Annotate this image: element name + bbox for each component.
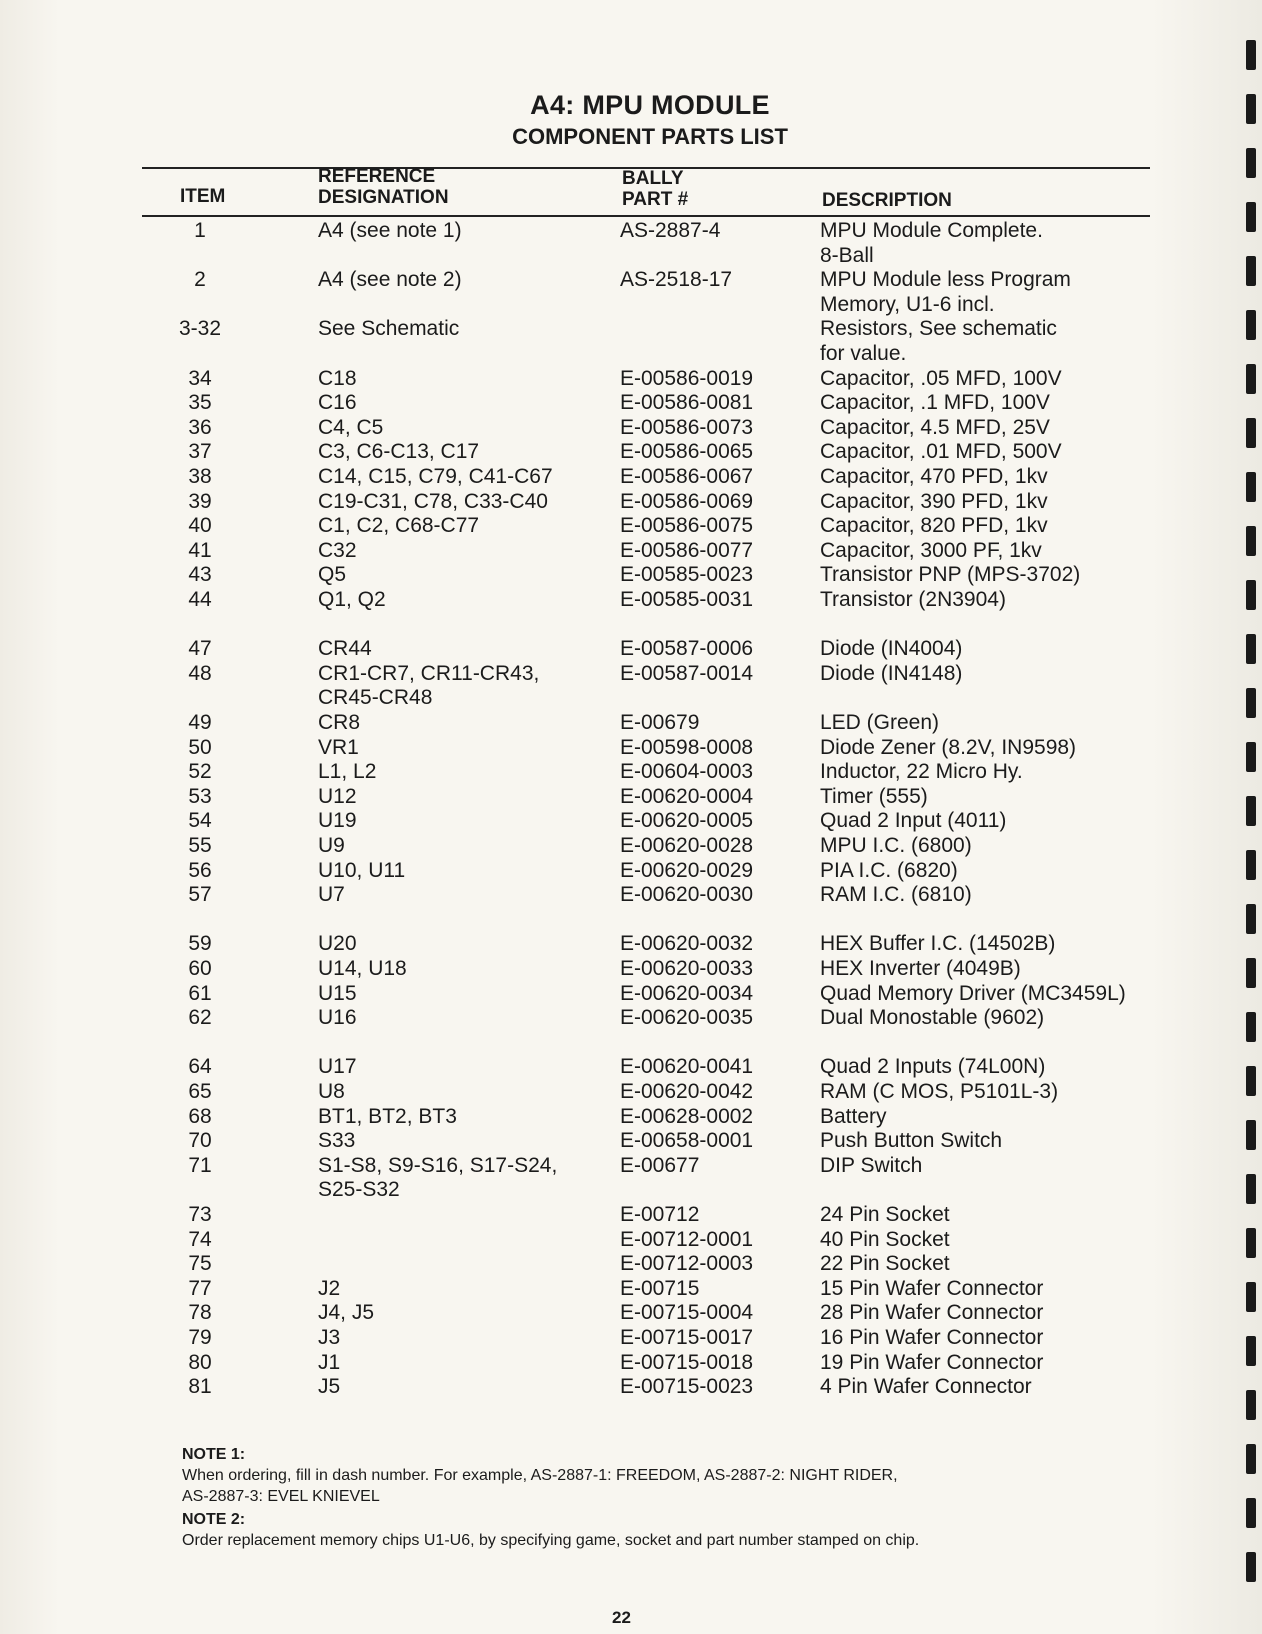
notes-block bbox=[182, 1444, 1082, 1551]
item-cell: 59 bbox=[188, 932, 212, 956]
table-row bbox=[0, 957, 1262, 981]
reference-cell: J5 bbox=[318, 1375, 341, 1399]
reference-cell: U8 bbox=[318, 1080, 345, 1103]
item-cell: 78 bbox=[188, 1301, 212, 1325]
part-number-cell: E-00586-0067 bbox=[620, 465, 754, 488]
reference-cell: U15 bbox=[318, 981, 357, 1005]
reference-cell: U19 bbox=[318, 809, 357, 833]
part-number-cell: E-00620-0028 bbox=[620, 834, 754, 857]
col-header-description-label: DESCRIPTION bbox=[822, 190, 952, 211]
item-cell: 40 bbox=[188, 514, 212, 538]
reference-cell: U14, U18 bbox=[318, 957, 407, 980]
description-cell: 40 Pin Socket bbox=[820, 1227, 950, 1251]
col-header-part bbox=[622, 168, 688, 210]
part-number-cell: E-00586-0069 bbox=[620, 489, 754, 513]
description-cell: 19 Pin Wafer Connector bbox=[820, 1350, 1044, 1374]
item-cell: 43 bbox=[188, 563, 212, 587]
table-row bbox=[0, 736, 1262, 760]
table-row bbox=[0, 859, 1262, 883]
description-cell: Transistor PNP (MPS-3702) bbox=[820, 563, 1081, 587]
note1-heading: NOTE 1: bbox=[182, 1446, 246, 1463]
note2-heading: NOTE 2: bbox=[182, 1511, 246, 1528]
part-number-cell: E-00585-0031 bbox=[620, 588, 754, 611]
reference-cell: U17 bbox=[318, 1055, 357, 1079]
item-cell: 39 bbox=[188, 489, 212, 513]
binding-ring bbox=[1246, 40, 1256, 70]
description-cell: for value. bbox=[820, 342, 907, 365]
item-cell: 74 bbox=[188, 1227, 212, 1251]
reference-cell: C4, C5 bbox=[318, 415, 384, 439]
col-header-reference-line1: REFERENCE bbox=[318, 166, 436, 187]
col-header-reference-line2: DESIGNATION bbox=[318, 187, 449, 208]
table-row bbox=[0, 1351, 1262, 1375]
description-cell: Capacitor, .1 MFD, 100V bbox=[820, 391, 1050, 415]
reference-cell: S25-S32 bbox=[318, 1178, 400, 1202]
description-cell: HEX Inverter (4049B) bbox=[820, 957, 1021, 980]
description-cell: 24 Pin Socket bbox=[820, 1203, 950, 1226]
table-row bbox=[0, 219, 1262, 243]
description-cell: Diode (IN4148) bbox=[820, 661, 963, 685]
part-number-cell: AS-2518-17 bbox=[620, 268, 733, 292]
part-number-cell: E-00715-0004 bbox=[620, 1301, 754, 1325]
reference-cell: J2 bbox=[318, 1276, 341, 1300]
description-cell: 28 Pin Wafer Connector bbox=[820, 1301, 1044, 1325]
description-cell: Push Button Switch bbox=[820, 1129, 1003, 1153]
description-cell: Quad 2 Inputs (74L00N) bbox=[820, 1055, 1046, 1079]
reference-cell: U12 bbox=[318, 784, 357, 808]
item-cell: 47 bbox=[188, 637, 212, 661]
reference-cell: CR45-CR48 bbox=[318, 686, 433, 710]
part-number-cell: E-00677 bbox=[620, 1153, 700, 1177]
header-bottom-rule bbox=[142, 215, 1150, 217]
note1-line2: AS-2887-3: EVEL KNIEVEL bbox=[182, 1488, 380, 1505]
part-number-cell: E-00587-0014 bbox=[620, 661, 754, 685]
table-row bbox=[0, 563, 1262, 587]
description-cell: HEX Buffer I.C. (14502B) bbox=[820, 932, 1056, 956]
reference-cell: U16 bbox=[318, 1006, 357, 1030]
table-row bbox=[0, 711, 1262, 735]
description-cell: 22 Pin Socket bbox=[820, 1252, 950, 1276]
table-row bbox=[0, 1006, 1262, 1030]
description-cell: RAM (C MOS, P5101L-3) bbox=[820, 1080, 1059, 1103]
part-number-cell: E-00598-0008 bbox=[620, 735, 754, 759]
table-row bbox=[0, 785, 1262, 809]
binding-ring bbox=[1246, 1444, 1256, 1474]
table-row bbox=[0, 416, 1262, 440]
description-cell: Diode (IN4004) bbox=[820, 637, 963, 661]
description-cell: Inductor, 22 Micro Hy. bbox=[820, 760, 1023, 784]
part-number-cell: E-00620-0004 bbox=[620, 784, 754, 808]
reference-cell: See Schematic bbox=[318, 317, 460, 341]
table-row bbox=[0, 1105, 1262, 1129]
table-row bbox=[0, 613, 1262, 637]
page-number: 22 bbox=[612, 1608, 631, 1627]
part-number-cell: E-00586-0073 bbox=[620, 415, 754, 439]
part-number-cell: E-00679 bbox=[620, 711, 700, 734]
description-cell: Resistors, See schematic bbox=[820, 317, 1057, 341]
table-row bbox=[0, 514, 1262, 538]
part-number-cell: E-00620-0033 bbox=[620, 957, 754, 980]
table-row bbox=[0, 883, 1262, 907]
table-row bbox=[0, 1252, 1262, 1276]
part-number-cell: E-00620-0034 bbox=[620, 981, 754, 1005]
table-row bbox=[0, 1301, 1262, 1325]
table-row bbox=[0, 588, 1262, 612]
part-number-cell: E-00620-0005 bbox=[620, 809, 754, 833]
table-row bbox=[0, 662, 1262, 686]
part-number-cell: E-00620-0042 bbox=[620, 1080, 754, 1103]
reference-cell: J4, J5 bbox=[318, 1301, 375, 1325]
item-cell: 80 bbox=[188, 1350, 212, 1374]
reference-cell: C18 bbox=[318, 366, 357, 390]
item-cell: 37 bbox=[188, 440, 212, 464]
item-cell: 48 bbox=[188, 661, 212, 685]
item-cell: 35 bbox=[188, 391, 212, 415]
description-cell: Timer (555) bbox=[820, 784, 928, 808]
part-number-cell: E-00586-0065 bbox=[620, 440, 754, 464]
reference-cell: J3 bbox=[318, 1326, 341, 1349]
table-row bbox=[0, 1326, 1262, 1350]
item-cell: 52 bbox=[188, 760, 212, 784]
part-number-cell: E-00604-0003 bbox=[620, 760, 754, 784]
item-cell: 62 bbox=[188, 1006, 212, 1030]
binding-ring bbox=[1246, 1552, 1256, 1582]
table-row bbox=[0, 465, 1262, 489]
description-cell: Capacitor, .05 MFD, 100V bbox=[820, 366, 1062, 390]
reference-cell: A4 (see note 1) bbox=[318, 219, 462, 242]
table-row bbox=[0, 982, 1262, 1006]
table-row bbox=[0, 1277, 1262, 1301]
item-cell: 81 bbox=[188, 1375, 212, 1399]
reference-cell: U20 bbox=[318, 932, 357, 956]
part-number-cell: E-00712-0001 bbox=[620, 1227, 754, 1251]
item-cell: 57 bbox=[188, 883, 212, 907]
table-row bbox=[0, 1080, 1262, 1104]
reference-cell: S33 bbox=[318, 1129, 356, 1153]
description-cell: MPU Module less Program bbox=[820, 268, 1071, 292]
part-number-cell: E-00585-0023 bbox=[620, 563, 754, 587]
reference-cell: CR44 bbox=[318, 637, 372, 661]
col-header-item bbox=[180, 186, 225, 207]
item-cell: 71 bbox=[188, 1153, 212, 1177]
part-number-cell: E-00715-0018 bbox=[620, 1350, 754, 1374]
item-cell: 64 bbox=[188, 1055, 212, 1079]
reference-cell: A4 (see note 2) bbox=[318, 268, 462, 292]
reference-cell: C16 bbox=[318, 391, 357, 415]
part-number-cell: E-00715-0023 bbox=[620, 1375, 754, 1399]
description-cell: Dual Monostable (9602) bbox=[820, 1006, 1045, 1030]
table-row bbox=[0, 1129, 1262, 1153]
part-number-cell: E-00712-0003 bbox=[620, 1252, 754, 1276]
part-number-cell: E-00620-0032 bbox=[620, 932, 754, 956]
table-row bbox=[0, 342, 1262, 366]
item-cell: 75 bbox=[188, 1252, 212, 1276]
table-row bbox=[0, 1178, 1262, 1202]
table-row bbox=[0, 1031, 1262, 1055]
reference-cell: C14, C15, C79, C41-C67 bbox=[318, 465, 553, 488]
item-cell: 44 bbox=[188, 588, 212, 611]
description-cell: Capacitor, .01 MFD, 500V bbox=[820, 440, 1062, 464]
item-cell: 70 bbox=[188, 1129, 212, 1153]
table-row bbox=[0, 244, 1262, 268]
item-cell: 56 bbox=[188, 858, 212, 882]
item-cell: 36 bbox=[188, 415, 212, 439]
col-header-part-line2: PART # bbox=[622, 189, 689, 210]
table-row bbox=[0, 1375, 1262, 1399]
item-cell: 53 bbox=[188, 784, 212, 808]
binding-ring bbox=[1246, 148, 1256, 178]
description-cell: 8-Ball bbox=[820, 243, 874, 267]
part-number-cell: E-00620-0029 bbox=[620, 858, 754, 882]
table-row bbox=[0, 637, 1262, 661]
reference-cell: L1, L2 bbox=[318, 760, 377, 784]
description-cell: LED (Green) bbox=[820, 711, 940, 734]
part-number-cell: E-00715-0017 bbox=[620, 1326, 754, 1349]
description-cell: Capacitor, 4.5 MFD, 25V bbox=[820, 415, 1050, 439]
item-cell: 50 bbox=[188, 735, 212, 759]
description-cell: Capacitor, 390 PFD, 1kv bbox=[820, 489, 1048, 513]
table-row bbox=[0, 809, 1262, 833]
item-cell: 54 bbox=[188, 809, 212, 833]
item-cell: 77 bbox=[188, 1276, 212, 1300]
part-number-cell: E-00620-0030 bbox=[620, 883, 754, 907]
description-cell: Capacitor, 820 PFD, 1kv bbox=[820, 514, 1048, 538]
description-cell: Transistor (2N3904) bbox=[820, 588, 1006, 611]
reference-cell: VR1 bbox=[318, 735, 359, 759]
table-row bbox=[0, 391, 1262, 415]
reference-cell: CR8 bbox=[318, 711, 361, 734]
part-number-cell: E-00712 bbox=[620, 1203, 700, 1226]
part-number-cell: E-00587-0006 bbox=[620, 637, 754, 661]
description-cell: 15 Pin Wafer Connector bbox=[820, 1276, 1044, 1300]
description-cell: Battery bbox=[820, 1104, 887, 1128]
col-header-reference bbox=[318, 166, 449, 208]
page-subtitle: COMPONENT PARTS LIST bbox=[512, 124, 788, 149]
item-cell: 55 bbox=[188, 834, 212, 857]
reference-cell: C32 bbox=[318, 538, 357, 562]
description-cell: MPU Module Complete. bbox=[820, 219, 1043, 242]
table-row bbox=[0, 1154, 1262, 1178]
description-cell: Diode Zener (8.2V, IN9598) bbox=[820, 735, 1077, 759]
item-cell: 49 bbox=[188, 711, 212, 734]
item-cell: 2 bbox=[194, 268, 206, 292]
table-row bbox=[0, 293, 1262, 317]
table-row bbox=[0, 760, 1262, 784]
reference-cell: C3, C6-C13, C17 bbox=[318, 440, 480, 464]
table-row bbox=[0, 932, 1262, 956]
item-cell: 68 bbox=[188, 1104, 212, 1128]
description-cell: Capacitor, 470 PFD, 1kv bbox=[820, 465, 1048, 488]
table-row bbox=[0, 440, 1262, 464]
item-cell: 60 bbox=[188, 957, 212, 980]
reference-cell: J1 bbox=[318, 1350, 341, 1374]
description-cell: DIP Switch bbox=[820, 1153, 923, 1177]
table-row bbox=[0, 908, 1262, 932]
table-row bbox=[0, 1055, 1262, 1079]
table-row bbox=[0, 1228, 1262, 1252]
description-cell: Quad Memory Driver (MC3459L) bbox=[820, 981, 1126, 1005]
note2-text: Order replacement memory chips U1-U6, by specifying game, socket and part number stamped on chip. bbox=[182, 1532, 920, 1549]
item-cell: 3-32 bbox=[178, 317, 222, 341]
item-cell: 38 bbox=[188, 465, 212, 488]
part-number-cell: E-00586-0081 bbox=[620, 391, 754, 415]
description-cell: PIA I.C. (6820) bbox=[820, 858, 958, 882]
description-cell: Quad 2 Input (4011) bbox=[820, 809, 1007, 833]
col-header-item-label: ITEM bbox=[180, 186, 226, 207]
reference-cell: U9 bbox=[318, 834, 345, 857]
part-number-cell: E-00586-0077 bbox=[620, 538, 754, 562]
col-header-part-line1: BALLY bbox=[622, 168, 684, 189]
table-row bbox=[0, 1203, 1262, 1227]
reference-cell: C19-C31, C78, C33-C40 bbox=[318, 489, 548, 513]
description-cell: Capacitor, 3000 PF, 1kv bbox=[820, 538, 1042, 562]
table-row bbox=[0, 490, 1262, 514]
reference-cell: U7 bbox=[318, 883, 345, 907]
note1-line1: When ordering, fill in dash number. For example, AS-2887-1: FREEDOM, AS-2887-2: NIGHT RIDER, bbox=[182, 1467, 898, 1484]
table-row bbox=[0, 367, 1262, 391]
description-cell: Memory, U1-6 incl. bbox=[820, 292, 995, 316]
reference-cell: C1, C2, C68-C77 bbox=[318, 514, 480, 538]
description-cell: RAM I.C. (6810) bbox=[820, 883, 972, 907]
item-cell: 79 bbox=[188, 1326, 212, 1349]
table-row bbox=[0, 686, 1262, 710]
description-cell: 4 Pin Wafer Connector bbox=[820, 1375, 1032, 1399]
reference-cell: CR1-CR7, CR11-CR43, bbox=[318, 661, 540, 685]
col-header-description bbox=[822, 190, 952, 211]
page-title: A4: MPU MODULE bbox=[530, 90, 770, 120]
reference-cell: U10, U11 bbox=[318, 858, 406, 882]
part-number-cell: E-00586-0019 bbox=[620, 366, 754, 390]
part-number-cell: E-00620-0041 bbox=[620, 1055, 754, 1079]
table-row bbox=[0, 834, 1262, 858]
reference-cell: BT1, BT2, BT3 bbox=[318, 1104, 457, 1128]
item-cell: 41 bbox=[188, 538, 212, 562]
item-cell: 65 bbox=[188, 1080, 212, 1103]
reference-cell: Q1, Q2 bbox=[318, 588, 386, 611]
item-cell: 73 bbox=[188, 1203, 212, 1226]
part-number-cell: E-00715 bbox=[620, 1276, 700, 1300]
description-cell: 16 Pin Wafer Connector bbox=[820, 1326, 1044, 1349]
item-cell: 61 bbox=[188, 981, 212, 1005]
reference-cell: Q5 bbox=[318, 563, 347, 587]
table-row bbox=[0, 539, 1262, 563]
table-row bbox=[0, 317, 1262, 341]
item-cell: 34 bbox=[188, 366, 212, 390]
part-number-cell: E-00586-0075 bbox=[620, 514, 754, 538]
part-number-cell: E-00620-0035 bbox=[620, 1006, 754, 1030]
item-cell: 1 bbox=[194, 219, 206, 242]
table-row bbox=[0, 268, 1262, 292]
part-number-cell: AS-2887-4 bbox=[620, 219, 721, 242]
binding-ring bbox=[1246, 1498, 1256, 1528]
part-number-cell: E-00658-0001 bbox=[620, 1129, 754, 1153]
description-cell: MPU I.C. (6800) bbox=[820, 834, 972, 857]
reference-cell: S1-S8, S9-S16, S17-S24, bbox=[318, 1153, 558, 1177]
part-number-cell: E-00628-0002 bbox=[620, 1104, 754, 1128]
